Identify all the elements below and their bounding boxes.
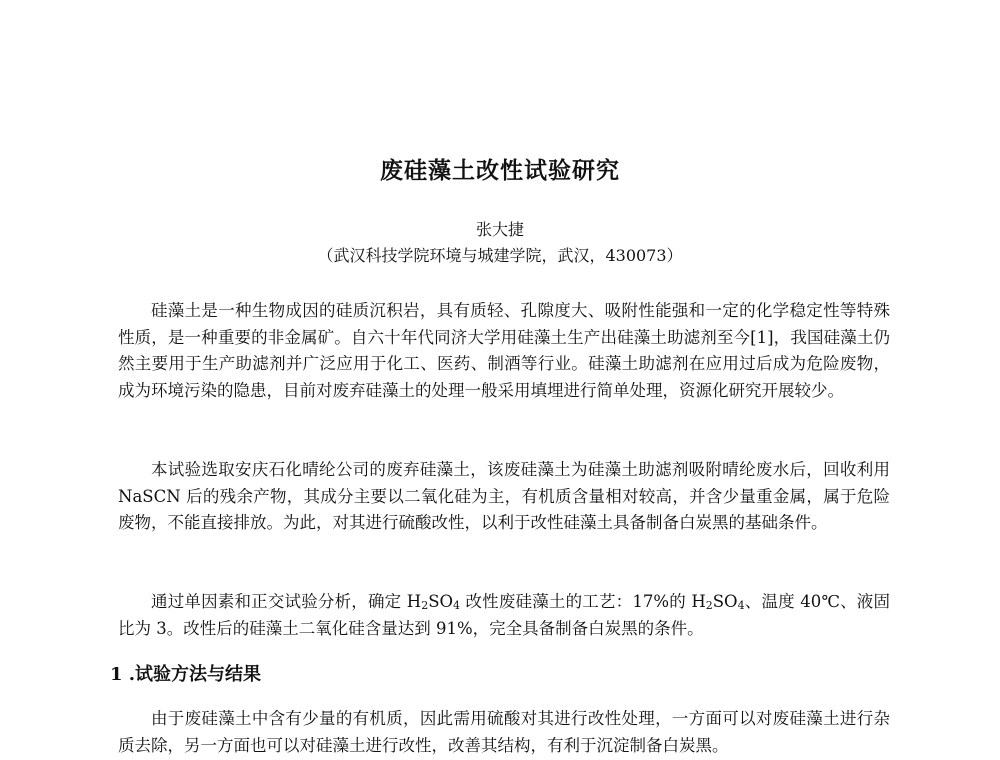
paper-title: 废硅藻土改性试验研究 (380, 157, 620, 184)
paragraph-text: 硅藻土是一种生物成因的硅质沉积岩，具有质轻、孔隙度大、吸附性能强和一定的化学稳定性等特殊性质，是一种重要的非金属矿。自六十年代同济大学用硅藻土生产出硅藻土助滤剂至今[1]，我国硅藻土仍然主要用于生产助滤剂并广泛应用于化工、医药、制酒等行业。硅藻土助滤剂在应用过后成为危险废物，成为环境污染的隐患，目前对废弃硅藻土的处理一般采用填埋进行简单处理，资源化研究开展较少。 (118, 301, 890, 400)
text-run: 改性废硅藻土的工艺：17%的 H (460, 592, 706, 611)
subscript: 2 (421, 599, 429, 612)
text-run: SO (712, 592, 738, 611)
text-run: 、温度 40℃、液固比为 3。改性后的硅藻土二氧化硅含量达到 91%，完全具备制备白炭黑的条件。 (118, 592, 891, 638)
subscript: 2 (705, 599, 713, 612)
author-name: 张大捷 (475, 220, 524, 239)
paragraph-text: 本试验选取安庆石化晴纶公司的废弃硅藻土，该废硅藻土为硅藻土助滤剂吸附晴纶废水后，回收利用 NaSCN 后的残余产物，其成分主要以二氧化硅为主，有机质含量相对较高，并含少量重金属，属于危险废物，不能直接排放。为此，对其进行硫酸改性，以利于改性硅藻土具备制备白炭黑的基础条件。 (118, 460, 890, 532)
intro-paragraph-3 (118, 589, 890, 642)
intro-paragraph-1 (118, 298, 890, 404)
subscript: 4 (737, 599, 745, 612)
method-paragraph-1 (118, 706, 890, 759)
text-run: SO (428, 592, 454, 611)
text-run: 通过单因素和正交试验分析，确定 H (151, 592, 422, 611)
paragraph-text (118, 589, 890, 642)
intro-paragraph-2 (118, 457, 890, 537)
section-heading: 1 .试验方法与结果 (110, 664, 262, 685)
subscript: 4 (453, 599, 461, 612)
author-affiliation: （武汉科技学院环境与城建学院，武汉，430073） (317, 246, 683, 265)
paragraph-text: 由于废硅藻土中含有少量的有机质，因此需用硫酸对其进行改性处理，一方面可以对废硅藻土进行杂质去除，另一方面也可以对硅藻土进行改性，改善其结构，有利于沉淀制备白炭黑。 (118, 709, 890, 755)
